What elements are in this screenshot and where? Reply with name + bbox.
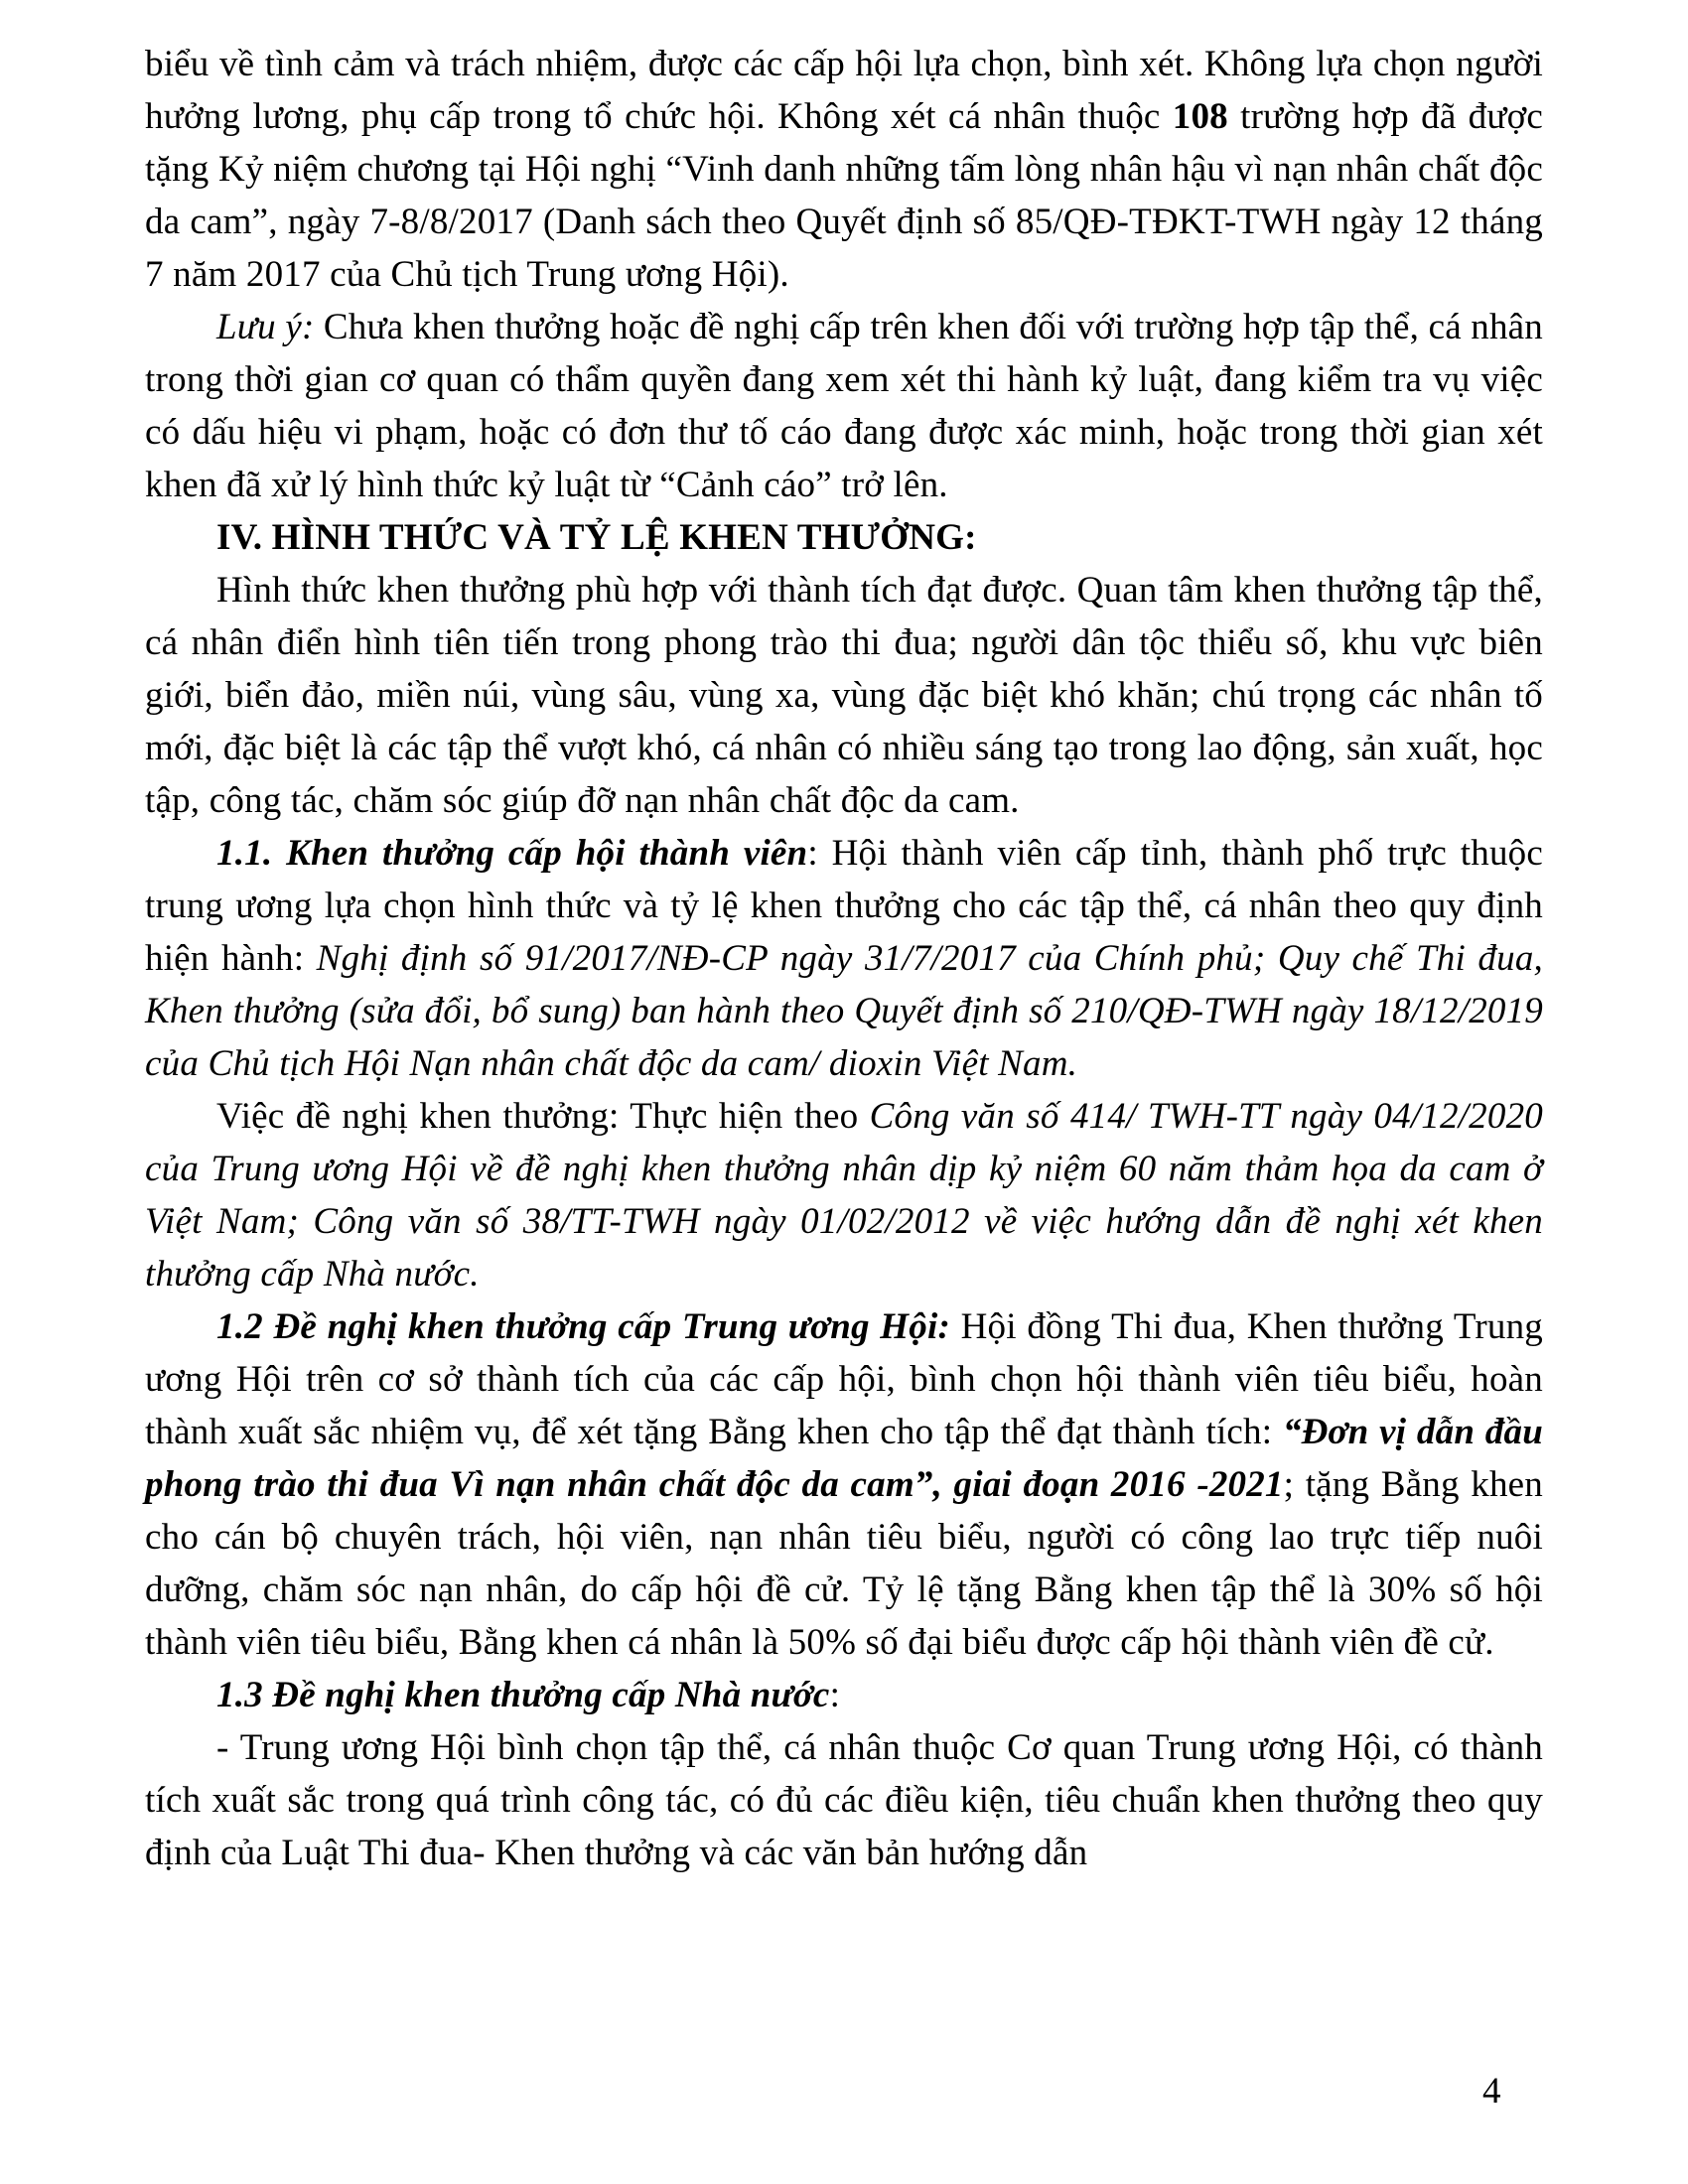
paragraph xyxy=(145,1090,1543,1300)
paragraph xyxy=(145,564,1543,827)
text-segment: : Hội thành viên cấp tỉnh, thành phố trực thuộc trung ương lựa chọn hình thức và tỷ lệ khen thưởng cho các tập thể, cá nhân theo quy định hiện hành: xyxy=(145,833,1543,979)
section-heading xyxy=(145,511,1543,564)
paragraph xyxy=(145,1721,1543,1879)
paragraph xyxy=(145,827,1543,1090)
text-segment: ; tặng Bằng khen cho cán bộ chuyên trách, hội viên, nạn nhân tiêu biểu, người có công lao trực tiếp nuôi dưỡng, chăm sóc nạn nhân, do cấp hội đề cử. Tỷ lệ tặng Bằng khen tập thể là 30% số hội thành viên tiêu biểu, Bằng khen cá nhân là 50% số đại biểu được cấp hội thành viên đề cử. xyxy=(145,1464,1543,1663)
paragraph xyxy=(145,301,1543,511)
text-segment: Nghị định số 91/2017/NĐ-CP ngày 31/7/2017 của Chính phủ; Quy chế Thi đua, Khen thưởng (sửa đổi, bổ sung) ban hành theo Quyết định số 210/QĐ-TWH ngày 18/12/2019 của Chủ tịch Hội Nạn nhân chất độc da cam/ dioxin Việt Nam. xyxy=(145,938,1543,1084)
text-segment: Lưu ý: xyxy=(216,307,315,347)
text-segment: Công văn số 414/ TWH-TT ngày 04/12/2020 của Trung ương Hội về đề nghị khen thưởng nhân dịp kỷ niệm 60 năm thảm họa da cam ở Việt Nam; Công văn số 38/TT-TWH ngày 01/02/2012 về việc hướng dẫn đề nghị xét khen thưởng cấp Nhà nước. xyxy=(145,1096,1543,1295)
text-segment: 108 xyxy=(1172,96,1228,137)
text-segment: IV. HÌNH THỨC VÀ TỶ LỆ KHEN THƯỞNG: xyxy=(216,517,977,558)
text-segment: 1.1. Khen thưởng cấp hội thành viên xyxy=(216,833,808,874)
text-segment: 1.2 Đề nghị khen thưởng cấp Trung ương Hội: xyxy=(216,1306,950,1347)
text-segment: Hội đồng Thi đua, Khen thưởng Trung ương Hội trên cơ sở thành tích của các cấp hội, bình chọn hội thành viên tiêu biểu, hoàn thành xuất sắc nhiệm vụ, để xét tặng Bằng khen cho tập thể đạt thành tích: xyxy=(145,1306,1543,1452)
page-number: 4 xyxy=(1482,2071,1501,2112)
text-segment: trường hợp đã được tặng Kỷ niệm chương tại Hội nghị “Vinh danh những tấm lòng nhân hậu vì nạn nhân chất độc da cam”, ngày 7-8/8/2017 (Danh sách theo Quyết định số 85/QĐ-TĐKT-TWH ngày 12 tháng 7 năm 2017 của Chủ tịch Trung ương Hội). xyxy=(145,96,1543,295)
text-segment: “Đơn vị dẫn đầu phong trào thi đua Vì nạn nhân chất độc da cam”, giai đoạn 2016 -2021 xyxy=(145,1412,1543,1505)
paragraph xyxy=(145,1300,1543,1669)
text-segment: Hình thức khen thưởng phù hợp với thành tích đạt được. Quan tâm khen thưởng tập thể, cá nhân điển hình tiên tiến trong phong trào thi đua; người dân tộc thiểu số, khu vực biên giới, biển đảo, miền núi, vùng sâu, vùng xa, vùng đặc biệt khó khăn; chú trọng các nhân tố mới, đặc biệt là các tập thể vượt khó, cá nhân có nhiều sáng tạo trong lao động, sản xuất, học tập, công tác, chăm sóc giúp đỡ nạn nhân chất độc da cam. xyxy=(145,570,1543,821)
paragraph xyxy=(145,1669,1543,1721)
text-segment: biểu về tình cảm và trách nhiệm, được các cấp hội lựa chọn, bình xét. Không lựa chọn người hưởng lương, phụ cấp trong tổ chức hội. Không xét cá nhân thuộc xyxy=(145,44,1543,137)
text-segment: - Trung ương Hội bình chọn tập thể, cá nhân thuộc Cơ quan Trung ương Hội, có thành tích xuất sắc trong quá trình công tác, có đủ các điều kiện, tiêu chuẩn khen thưởng theo quy định của Luật Thi đua- Khen thưởng và các văn bản hướng dẫn xyxy=(145,1727,1543,1873)
text-block xyxy=(145,38,1543,1879)
text-segment: : xyxy=(829,1675,841,1715)
text-segment: Chưa khen thưởng hoặc đề nghị cấp trên khen đối với trường hợp tập thể, cá nhân trong thời gian cơ quan có thẩm quyền đang xem xét thi hành kỷ luật, đang kiểm tra vụ việc có dấu hiệu vi phạm, hoặc có đơn thư tố cáo đang được xác minh, hoặc trong thời gian xét khen đã xử lý hình thức kỷ luật từ “Cảnh cáo” trở lên. xyxy=(145,307,1543,505)
text-segment: Việc đề nghị khen thưởng: Thực hiện theo xyxy=(216,1096,870,1137)
text-segment: 1.3 Đề nghị khen thưởng cấp Nhà nước xyxy=(216,1675,830,1715)
paragraph xyxy=(145,38,1543,301)
